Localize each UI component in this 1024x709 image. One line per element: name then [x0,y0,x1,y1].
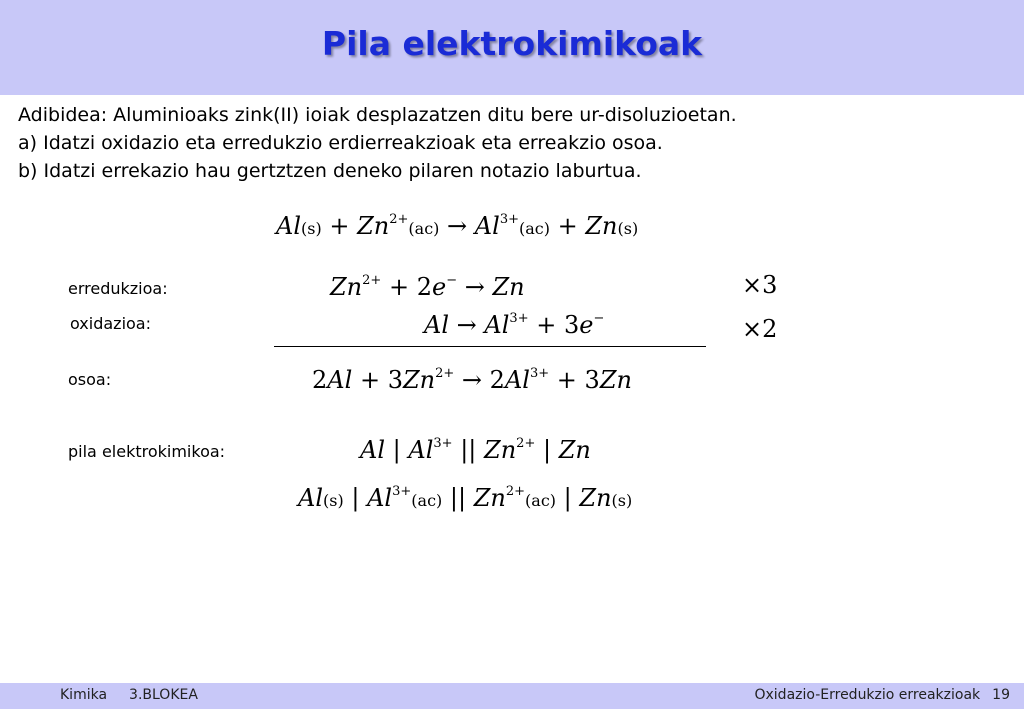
state-aqueous: (ac) [525,491,557,510]
plus-sign: + [557,212,578,240]
intro-line-1: Adibidea: Aluminioaks zink(II) ioiak desplazatzen ditu bere ur-disoluzioetan. [18,104,737,126]
state-aqueous: (ac) [411,491,443,510]
label-overall: osoa: [68,370,112,389]
footer-left [60,687,198,703]
symbol-al: Al [474,212,500,240]
symbol-zn: Zn [484,436,517,464]
phase-boundary: | [392,436,401,464]
phase-boundary: | [351,484,360,512]
charge-electron: − [446,273,458,288]
state-solid: (s) [611,491,633,510]
plus-sign: + [556,366,577,394]
charge-al: 3+ [433,436,453,451]
coefficient-electrons: 3 [563,311,580,339]
label-reduction: erredukzioa: [68,279,168,298]
charge-zn: 2+ [505,484,526,499]
state-solid: (s) [301,219,322,238]
reaction-arrow: → [447,212,468,240]
symbol-zn: Zn [492,273,525,301]
footer-subject: Kimika [60,687,108,703]
charge-al: 3+ [509,311,529,326]
symbol-zn: Zn [357,212,390,240]
symbol-zn: Zn [579,484,612,512]
cell-notation-full [298,484,632,512]
charge-al: 3+ [499,212,519,227]
label-oxidation: oxidazioa: [70,314,151,333]
plus-sign: + [388,273,410,301]
label-cell: pila elektrokimikoa: [68,442,226,461]
footer-right [754,687,1010,703]
state-solid: (s) [323,491,344,510]
symbol-zn: Zn [330,273,363,301]
equation-reduction [330,273,525,301]
state-aqueous: (ac) [518,219,550,238]
equation-overall-states [276,212,638,240]
charge-zn: 2+ [516,436,536,451]
symbol-electron: e [579,311,594,339]
reaction-arrow: → [464,273,485,301]
symbol-al: Al [424,311,450,339]
coefficient: 2 [489,366,505,394]
intro-text [18,101,737,185]
symbol-al: Al [298,484,324,512]
plus-sign: + [359,366,381,394]
symbol-al: Al [360,436,386,464]
multiplier-reduction: ×3 [742,271,778,299]
slide-title: Pila elektrokimikoak [321,24,703,63]
symbol-zn: Zn [558,436,591,464]
multiplier-oxidation: ×2 [742,315,778,343]
symbol-al: Al [504,366,530,394]
phase-boundary: | [563,484,572,512]
symbol-zn: Zn [473,484,506,512]
symbol-electron: e [431,273,447,301]
symbol-al: Al [327,366,353,394]
charge-zn: 2+ [362,273,382,288]
charge-zn: 2+ [435,366,455,381]
salt-bridge: || [449,484,467,512]
charge-al: 3+ [392,484,412,499]
plus-sign: + [329,212,350,240]
state-aqueous: (ac) [408,219,440,238]
symbol-zn: Zn [585,212,618,240]
symbol-zn: Zn [402,366,436,394]
cell-notation-short [360,436,591,464]
footer-topic: Oxidazio-Erredukzio erreakzioak [754,687,981,703]
equation-oxidation [424,311,604,339]
symbol-zn: Zn [599,366,632,394]
reaction-arrow: → [456,311,477,339]
intro-line-2: a) Idatzi oxidazio eta erredukzio erdierreakzioak eta erreakzio osoa. [18,132,663,154]
symbol-al: Al [276,212,302,240]
symbol-al: Al [367,484,393,512]
coefficient: 3 [584,366,600,394]
coefficient: 3 [387,366,403,394]
symbol-al: Al [408,436,434,464]
charge-al: 3+ [529,366,550,381]
coefficient: 2 [312,366,328,394]
plus-sign: + [536,311,557,339]
symbol-al: Al [484,311,510,339]
coefficient-electrons: 2 [416,273,432,301]
charge-zn: 2+ [389,212,409,227]
equation-overall [312,366,632,394]
salt-bridge: || [460,436,477,464]
state-solid: (s) [617,219,639,238]
charge-electron: − [593,311,605,326]
intro-line-3: b) Idatzi errekazio hau gertztzen deneko pilaren notazio laburtua. [18,160,642,182]
reaction-arrow: → [461,366,483,394]
page-number: 19 [992,687,1010,703]
footer-block: 3.BLOKEA [129,687,198,703]
sum-divider-line [274,346,706,347]
phase-boundary: | [542,436,552,464]
